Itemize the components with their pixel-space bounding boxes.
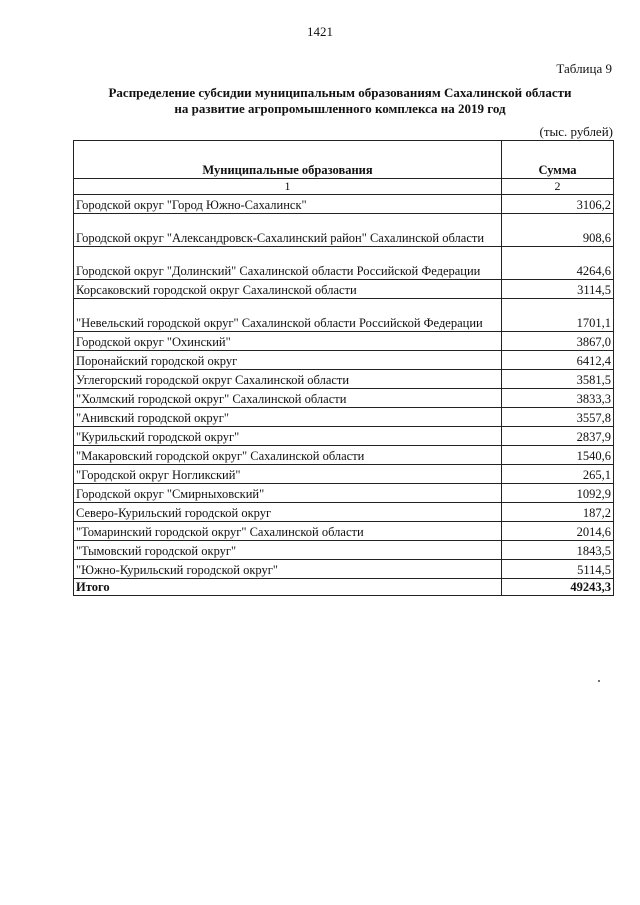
- municipality-name: "Макаровский городской округ" Сахалинской области: [74, 446, 502, 465]
- municipality-name: Городской округ "Охинский": [74, 332, 502, 351]
- table-row: [74, 280, 614, 299]
- municipality-name: Городской округ "Смирныховский": [74, 484, 502, 503]
- municipality-name: Городской округ "Город Южно-Сахалинск": [74, 195, 502, 214]
- table-row: [74, 484, 614, 503]
- subsidy-amount: 3867,0: [502, 332, 614, 351]
- page-number: 1421: [307, 24, 333, 39]
- table-row: [74, 465, 614, 484]
- municipality-name: "Невельский городской округ" Сахалинской области Российской Федерации: [74, 299, 502, 332]
- municipality-name: Углегорский городской округ Сахалинской области: [74, 370, 502, 389]
- municipality-name: "Городской округ Ногликский": [74, 465, 502, 484]
- subsidy-amount: 1540,6: [502, 446, 614, 465]
- table-row: [74, 503, 614, 522]
- subsidy-amount: 187,2: [502, 503, 614, 522]
- column-number-1: 1: [74, 179, 502, 195]
- subsidy-table: [73, 140, 614, 596]
- table-row: [74, 214, 614, 247]
- total-label: Итого: [74, 579, 502, 596]
- subsidy-amount: 3833,3: [502, 389, 614, 408]
- municipality-name: Корсаковский городской округ Сахалинской области: [74, 280, 502, 299]
- subsidy-amount: 3581,5: [502, 370, 614, 389]
- subsidy-amount: 1701,1: [502, 299, 614, 332]
- municipality-name: Поронайский городской округ: [74, 351, 502, 370]
- subsidy-amount: 3557,8: [502, 408, 614, 427]
- column-number-2: 2: [502, 179, 614, 195]
- subsidy-amount: 4264,6: [502, 247, 614, 280]
- total-amount: 49243,3: [502, 579, 614, 596]
- subsidy-amount: 265,1: [502, 465, 614, 484]
- column-header-municipalities: Муниципальные образования: [74, 141, 502, 179]
- table-row: [74, 351, 614, 370]
- table-row: [74, 332, 614, 351]
- table-row: [74, 370, 614, 389]
- municipality-name: "Тымовский городской округ": [74, 541, 502, 560]
- table-row: [74, 541, 614, 560]
- table-row: [74, 247, 614, 280]
- column-numbering-row: [74, 179, 614, 195]
- subsidy-amount: 2837,9: [502, 427, 614, 446]
- table-row: [74, 195, 614, 214]
- table-row: [74, 299, 614, 332]
- municipality-name: "Холмский городской округ" Сахалинской области: [74, 389, 502, 408]
- subsidy-amount: 5114,5: [502, 560, 614, 579]
- municipality-name: "Томаринский городской округ" Сахалинской области: [74, 522, 502, 541]
- table-row: [74, 446, 614, 465]
- subsidy-amount: 3106,2: [502, 195, 614, 214]
- subsidy-amount: 2014,6: [502, 522, 614, 541]
- municipality-name: Северо-Курильский городской округ: [74, 503, 502, 522]
- document-title: [70, 85, 610, 117]
- municipality-name: "Анивский городской округ": [74, 408, 502, 427]
- table-row: [74, 427, 614, 446]
- title-line-1: Распределение субсидии муниципальным образованиям Сахалинской области: [108, 85, 572, 100]
- subsidy-amount: 908,6: [502, 214, 614, 247]
- subsidy-amount: 1843,5: [502, 541, 614, 560]
- total-row: [74, 579, 614, 596]
- column-header-sum: Сумма: [502, 141, 614, 179]
- municipality-name: "Южно-Курильский городской округ": [74, 560, 502, 579]
- table-row: [74, 389, 614, 408]
- municipality-name: "Курильский городской округ": [74, 427, 502, 446]
- subsidy-amount: 1092,9: [502, 484, 614, 503]
- scan-speck: [598, 680, 600, 682]
- municipality-name: Городской округ "Долинский" Сахалинской области Российской Федерации: [74, 247, 502, 280]
- table-row: [74, 408, 614, 427]
- units-label: (тыс. рублей): [539, 124, 613, 139]
- municipality-name: Городской округ "Александровск-Сахалинский район" Сахалинской области: [74, 214, 502, 247]
- subsidy-amount: 6412,4: [502, 351, 614, 370]
- subsidy-amount: 3114,5: [502, 280, 614, 299]
- table-row: [74, 560, 614, 579]
- table-row: [74, 522, 614, 541]
- table-label: Таблица 9: [556, 61, 612, 76]
- title-line-2: на развитие агропромышленного комплекса на 2019 год: [174, 101, 506, 116]
- table-header-row: [74, 141, 614, 179]
